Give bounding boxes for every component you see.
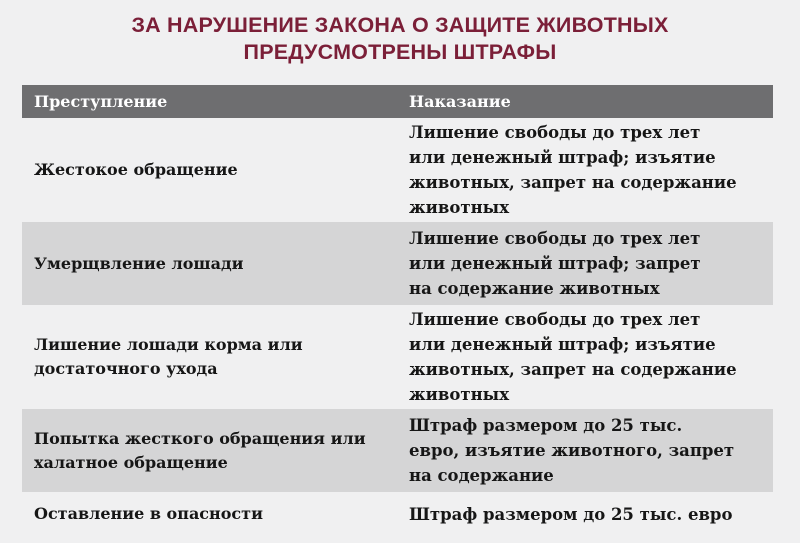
table-header: [22, 85, 773, 118]
penalties-table: [22, 85, 773, 536]
penalty-text: животных: [409, 198, 510, 217]
crime-text: Лишение лошади корма или: [34, 335, 303, 354]
penalty-cell: [395, 413, 773, 488]
title-line-1: ЗА НАРУШЕНИЕ ЗАКОНА О ЗАЩИТЕ ЖИВОТНЫХ: [131, 13, 669, 37]
title-line-2: ПРЕДУСМОТРЕНЫ ШТРАФЫ: [243, 40, 557, 64]
crime-text: Оставление в опасности: [34, 504, 263, 523]
penalty-text: Штраф размером до 25 тыс. евро: [409, 504, 733, 524]
crime-cell: [22, 502, 395, 526]
penalty-text: животных, запрет на содержание: [409, 173, 737, 192]
penalty-text: евро, изъятие животного, запрет: [409, 441, 735, 460]
penalty-text: или денежный штраф; запрет: [409, 254, 701, 273]
crime-text: халатное обращение: [34, 452, 228, 472]
crime-text: Жестокое обращение: [34, 160, 238, 179]
crime-cell: [22, 158, 395, 182]
crime-cell: [22, 333, 395, 381]
table-row: [22, 305, 773, 409]
table-row: [22, 492, 773, 536]
table-row: [22, 222, 773, 305]
penalty-cell: [395, 502, 773, 527]
penalty-text: или денежный штраф; изъятие: [409, 148, 716, 167]
penalty-cell: [395, 226, 773, 301]
penalty-text: животных, запрет на содержание: [409, 360, 737, 379]
crime-cell: [22, 252, 395, 276]
header-penalty: Наказание: [409, 92, 511, 111]
penalty-text: на содержание животных: [409, 279, 660, 298]
penalty-text: на содержание: [409, 466, 554, 485]
header-crime: Преступление: [34, 92, 168, 111]
penalty-cell: [395, 307, 773, 407]
crime-text: Умерщвление лошади: [34, 253, 244, 273]
penalty-text: или денежный штраф; изъятие: [409, 335, 716, 354]
table-row: [22, 409, 773, 492]
penalty-text: животных: [409, 385, 510, 404]
crime-text: достаточного ухода: [34, 359, 218, 378]
page-title: [0, 12, 800, 66]
penalty-text: Лишение свободы до трех лет: [409, 123, 701, 142]
table-row: [22, 118, 773, 222]
penalty-cell: [395, 120, 773, 220]
penalty-text: Лишение свободы до трех лет: [409, 310, 701, 329]
crime-text: Попытка жесткого обращения или: [34, 428, 366, 448]
penalty-text: Штраф размером до 25 тыс.: [409, 416, 683, 435]
crime-cell: [22, 427, 395, 475]
penalty-text: Лишение свободы до трех лет: [409, 229, 701, 248]
